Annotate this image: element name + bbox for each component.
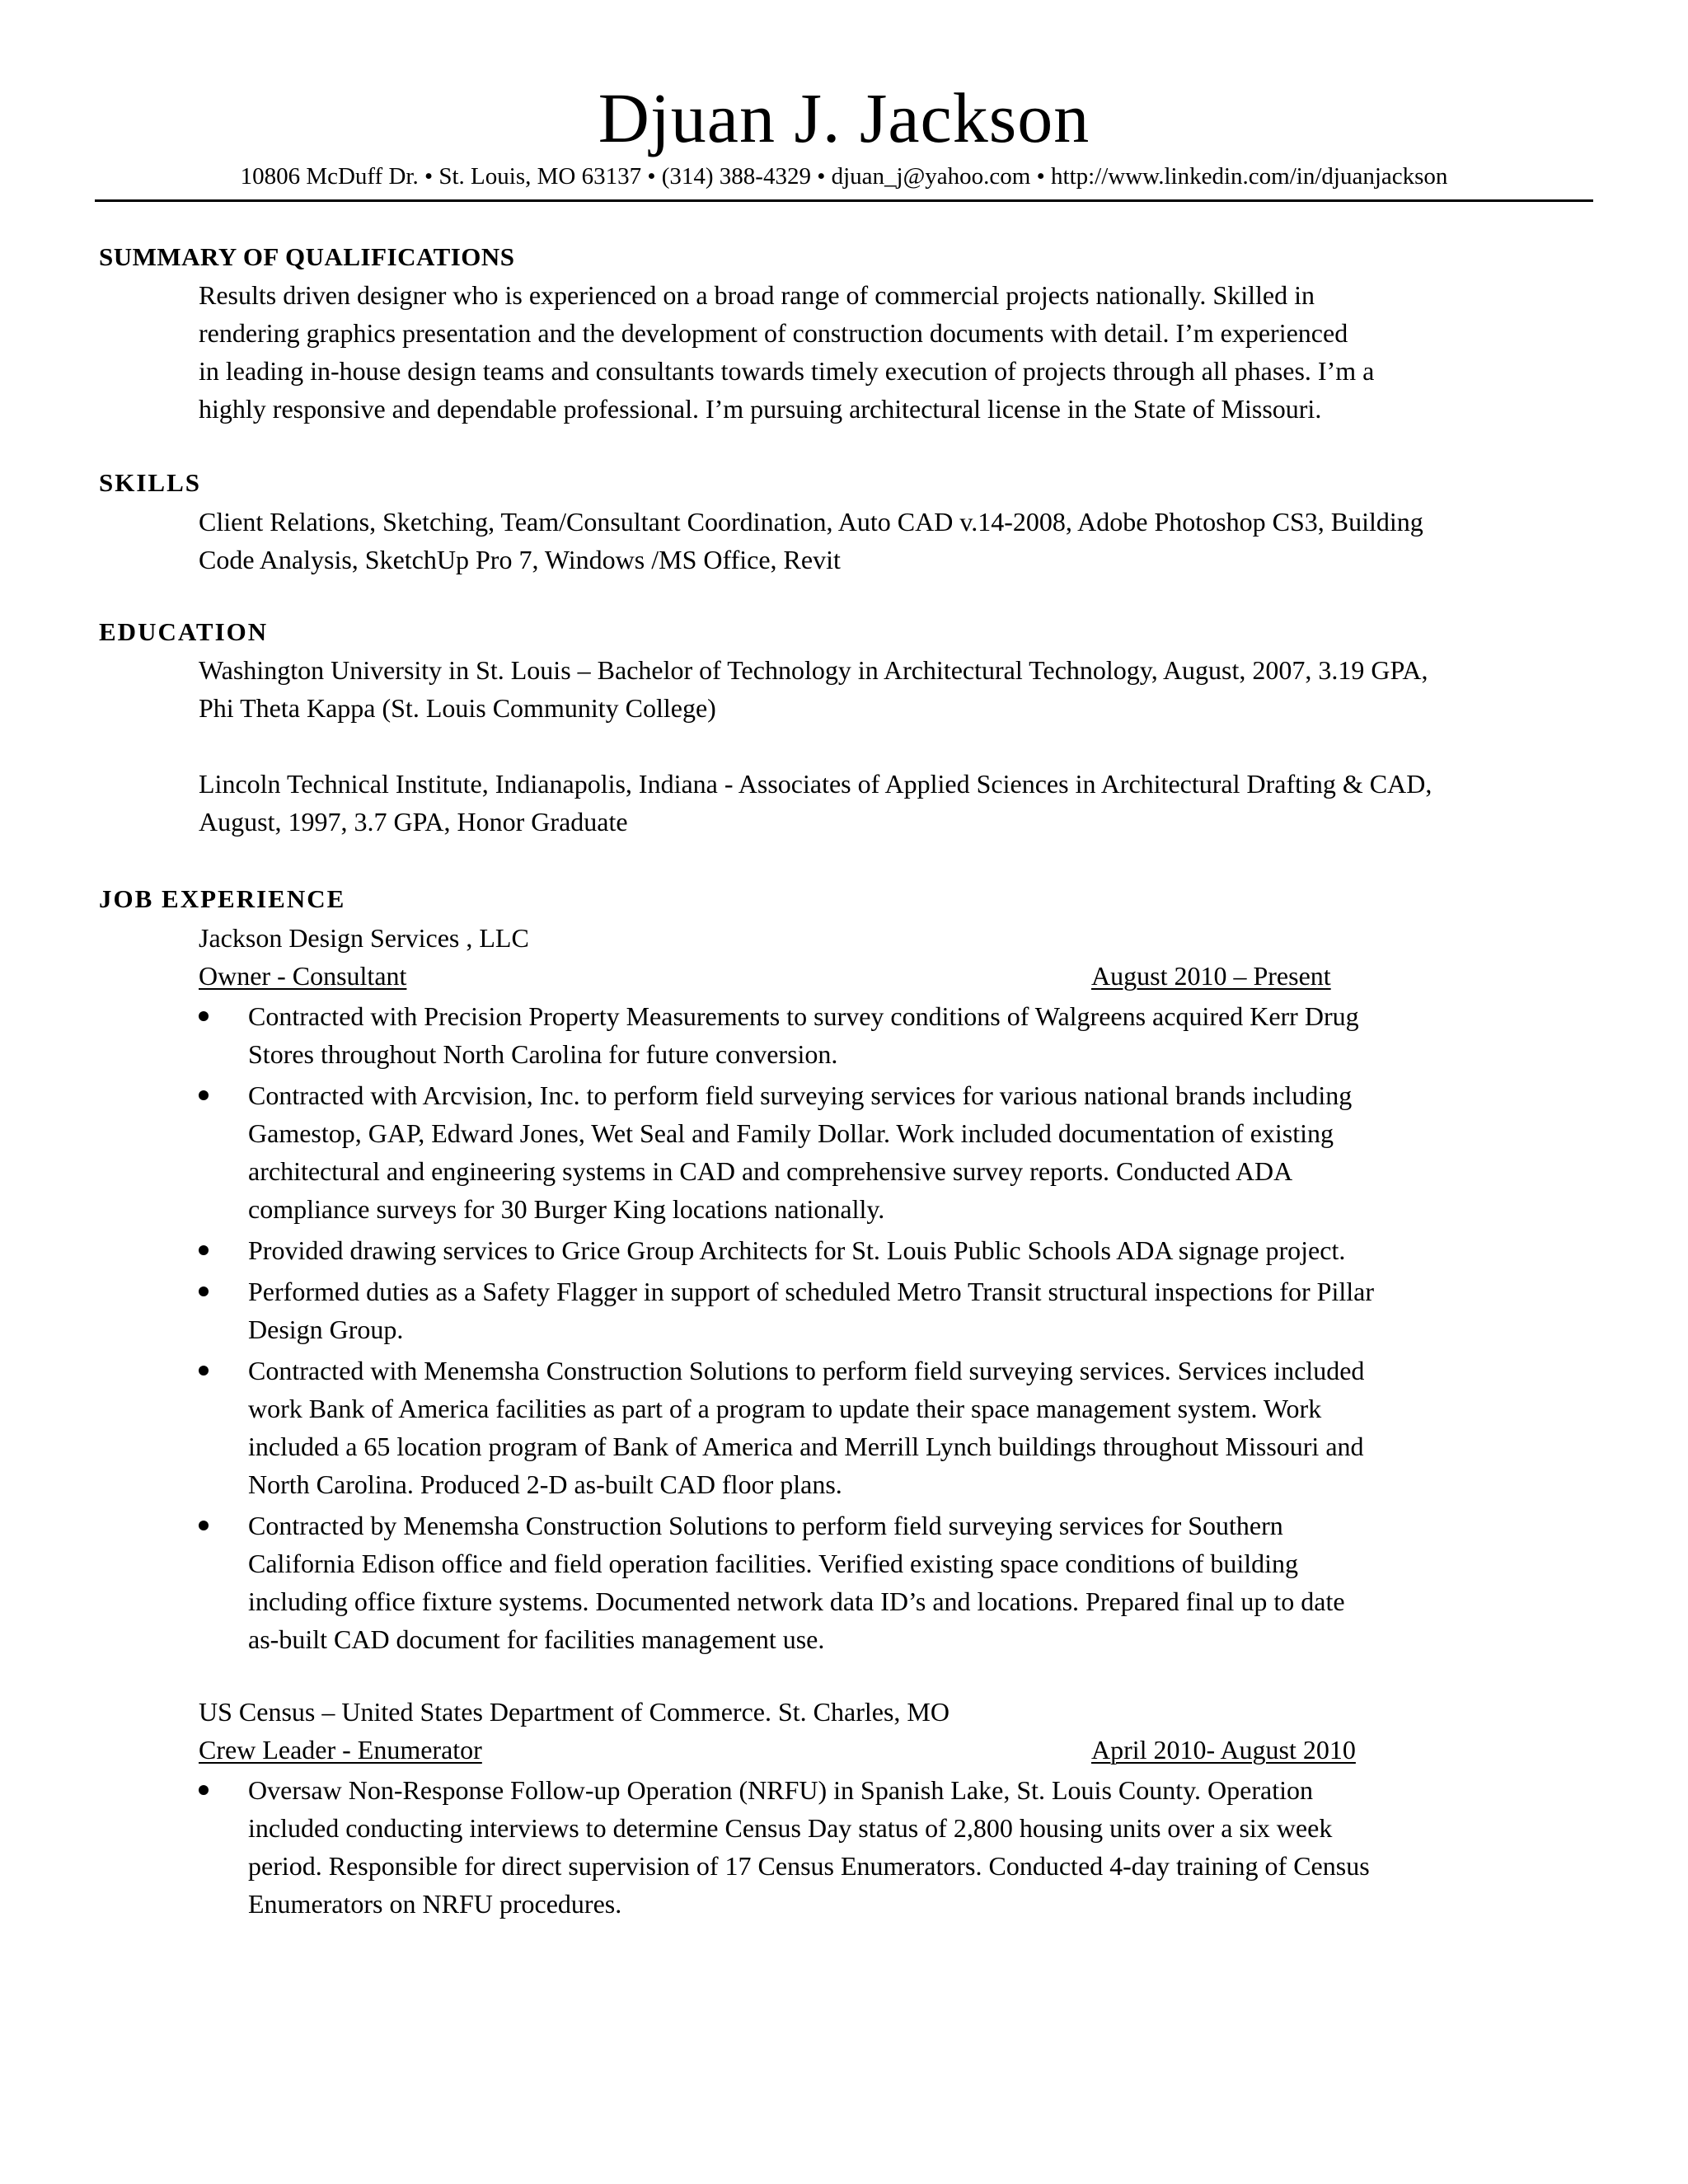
- job-role: Crew Leader - Enumerator: [199, 1735, 482, 1765]
- summary-text: [199, 276, 1583, 428]
- job-bullet-list: [199, 1771, 1600, 1926]
- bullet-line: as-built CAD document for facilities management use.: [248, 1624, 825, 1654]
- bullet-icon: [199, 1785, 209, 1795]
- bullet-line: Design Group.: [248, 1315, 404, 1344]
- bullet-line: including office fixture systems. Documented network data ID’s and locations. Prepared final up to date: [248, 1586, 1345, 1616]
- summary-line: Results driven designer who is experienced on a broad range of commercial projects nationally. Skilled in: [199, 280, 1315, 310]
- job-dates: August 2010 – Present: [1091, 961, 1331, 991]
- education-line: Phi Theta Kappa (St. Louis Community College): [199, 693, 716, 723]
- education-line: Washington University in St. Louis – Bachelor of Technology in Architectural Technology, August, 2007, 3.19 GPA,: [199, 655, 1428, 685]
- skills-text: [199, 503, 1583, 579]
- bullet-line: included a 65 location program of Bank of America and Merrill Lynch buildings throughout Missouri and: [248, 1432, 1364, 1461]
- skills-line: Code Analysis, SketchUp Pro 7, Windows /MS Office, Revit: [199, 545, 841, 574]
- summary-heading: SUMMARY OF QUALIFICATIONS: [99, 242, 515, 271]
- job-employer: Jackson Design Services , LLC: [199, 923, 529, 953]
- bullet-line: Stores throughout North Carolina for future conversion.: [248, 1039, 838, 1069]
- summary-line: highly responsive and dependable professional. I’m pursuing architectural license in the State of Missouri.: [199, 394, 1322, 424]
- bullet-icon: [199, 1245, 209, 1255]
- bullet-line: Contracted with Arcvision, Inc. to perform field surveying services for various national brands including: [248, 1080, 1353, 1110]
- skills-heading: SKILLS: [99, 468, 202, 497]
- job-employer: US Census – United States Department of Commerce. St. Charles, MO: [199, 1697, 950, 1727]
- candidate-name: Djuan J. Jackson: [598, 78, 1090, 157]
- skills-line: Client Relations, Sketching, Team/Consultant Coordination, Auto CAD v.14-2008, Adobe Photoshop CS3, Building: [199, 507, 1423, 537]
- education-entry: [199, 765, 1583, 841]
- list-item: [199, 1352, 1600, 1503]
- bullet-line: Provided drawing services to Grice Group Architects for St. Louis Public Schools ADA signage project.: [248, 1235, 1346, 1265]
- bullet-line: Gamestop, GAP, Edward Jones, Wet Seal and Family Dollar. Work included documentation of existing: [248, 1118, 1334, 1148]
- bullet-icon: [199, 1286, 209, 1296]
- bullet-line: work Bank of America facilities as part of a program to update their space management system. Work: [248, 1394, 1322, 1423]
- bullet-icon: [199, 1521, 209, 1530]
- experience-heading: JOB EXPERIENCE: [99, 884, 346, 913]
- bullet-line: Enumerators on NRFU procedures.: [248, 1889, 622, 1919]
- education-line: August, 1997, 3.7 GPA, Honor Graduate: [199, 807, 628, 837]
- bullet-line: Performed duties as a Safety Flagger in support of scheduled Metro Transit structural inspections for Pillar: [248, 1277, 1374, 1306]
- education-entry: [199, 651, 1583, 727]
- contact-line: 10806 McDuff Dr. • St. Louis, MO 63137 • (314) 388-4329 • djuan_j@yahoo.com • http://www.linkedin.com/in/djuanjackson: [240, 163, 1448, 190]
- job-role: Owner - Consultant: [199, 961, 407, 991]
- bullet-line: included conducting interviews to determine Census Day status of 2,800 housing units over a six week: [248, 1813, 1333, 1843]
- bullet-icon: [199, 1366, 209, 1376]
- bullet-line: California Edison office and field operation facilities. Verified existing space conditions of building: [248, 1549, 1299, 1578]
- bullet-line: Contracted with Menemsha Construction Solutions to perform field surveying services. Services included: [248, 1356, 1365, 1385]
- list-item: [199, 997, 1600, 1073]
- job-bullet-list: [199, 997, 1600, 1661]
- bullet-line: Contracted by Menemsha Construction Solutions to perform field surveying services for Southern: [248, 1511, 1283, 1540]
- job-dates: April 2010- August 2010: [1091, 1735, 1356, 1765]
- list-item: [199, 1272, 1600, 1348]
- header-divider: [95, 199, 1593, 202]
- bullet-line: Contracted with Precision Property Measurements to survey conditions of Walgreens acquired Kerr Drug: [248, 1001, 1359, 1031]
- bullet-line: compliance surveys for 30 Burger King locations nationally.: [248, 1194, 885, 1224]
- bullet-line: period. Responsible for direct supervision of 17 Census Enumerators. Conducted 4-day training of Census: [248, 1851, 1370, 1881]
- bullet-icon: [199, 1090, 209, 1100]
- summary-line: in leading in-house design teams and consultants towards timely execution of projects through all phases. I’m a: [199, 356, 1375, 386]
- education-line: Lincoln Technical Institute, Indianapolis, Indiana - Associates of Applied Sciences in Architectural Drafting & CAD,: [199, 769, 1432, 799]
- education-heading: EDUCATION: [99, 617, 269, 646]
- bullet-icon: [199, 1011, 209, 1021]
- bullet-line: Oversaw Non-Response Follow-up Operation (NRFU) in Spanish Lake, St. Louis County. Operation: [248, 1775, 1313, 1805]
- list-item: [199, 1076, 1600, 1228]
- list-item: [199, 1771, 1600, 1923]
- list-item: [199, 1507, 1600, 1658]
- bullet-line: North Carolina. Produced 2-D as-built CAD floor plans.: [248, 1469, 842, 1499]
- summary-line: rendering graphics presentation and the development of construction documents with detail. I’m experienced: [199, 318, 1348, 348]
- list-item: [199, 1231, 1600, 1269]
- bullet-line: architectural and engineering systems in CAD and comprehensive survey reports. Conducted ADA: [248, 1156, 1293, 1186]
